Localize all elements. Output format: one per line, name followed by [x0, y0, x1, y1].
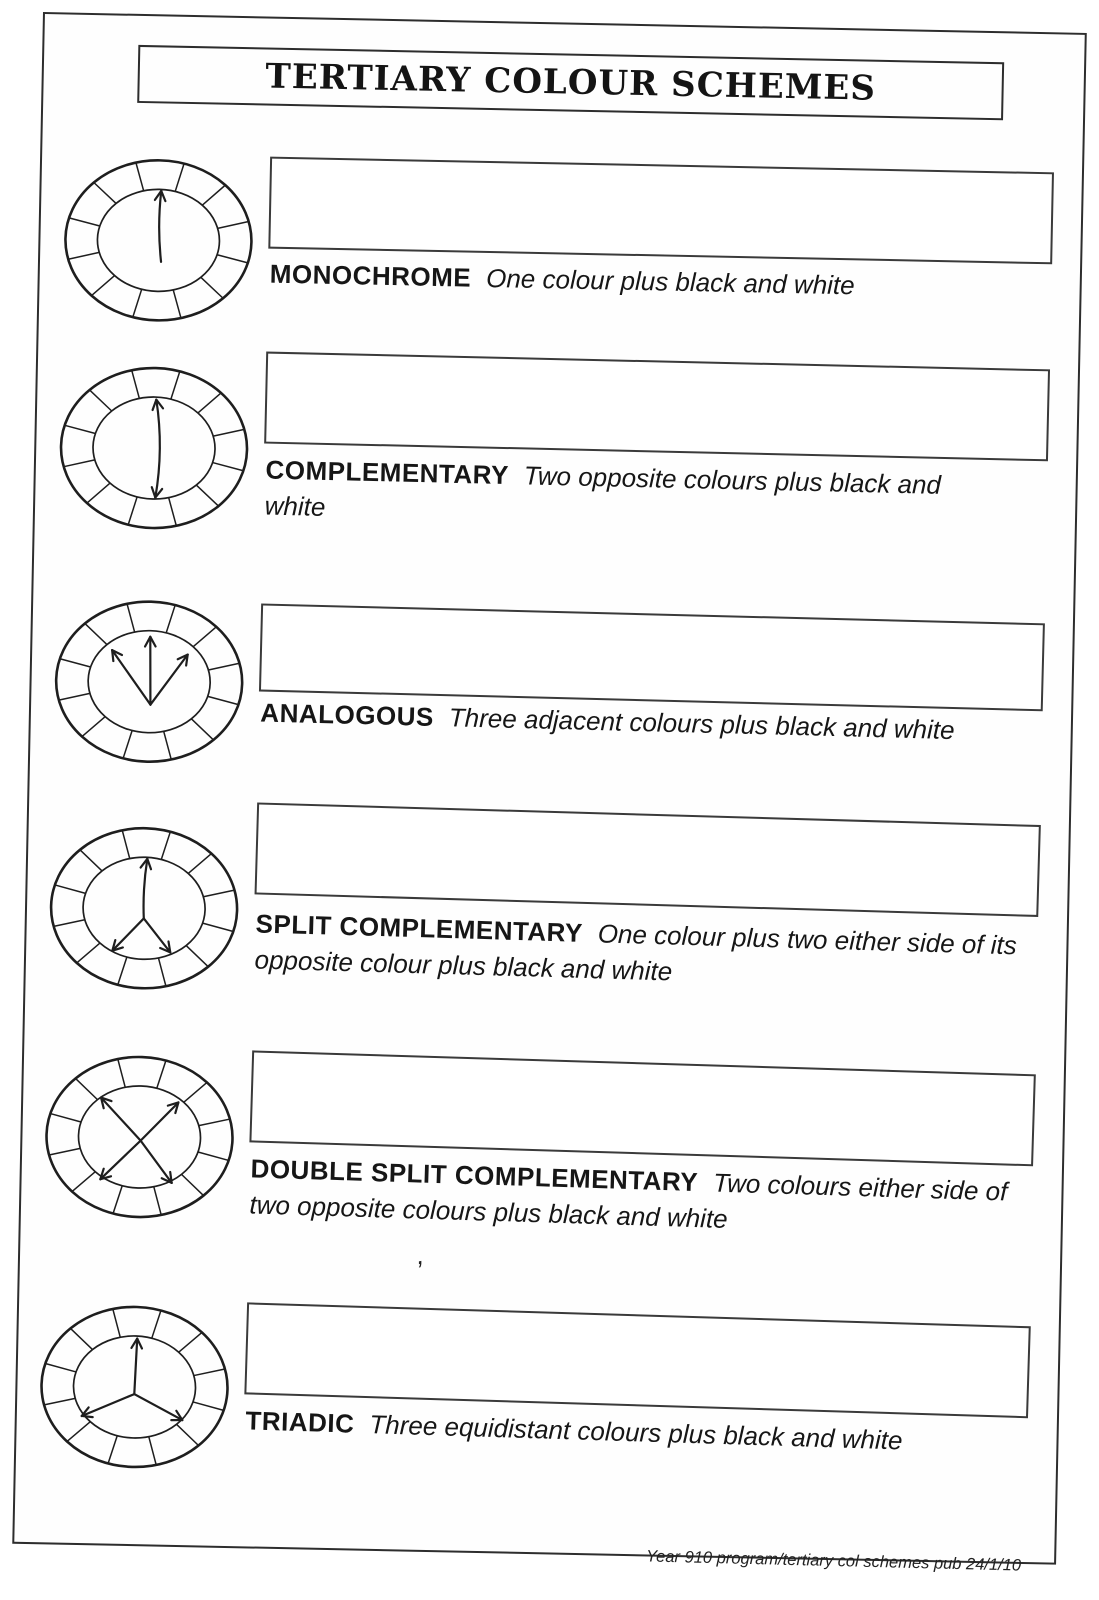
page-title: TERTIARY COLOUR SCHEMES [265, 56, 877, 109]
colour-wheel-diagram-complementary [56, 363, 252, 533]
scheme-name: DOUBLE SPLIT COMPLEMENTARY [250, 1153, 699, 1198]
scheme-name: COMPLEMENTARY [265, 454, 510, 491]
answer-box-analogous [259, 603, 1045, 711]
scheme-label [249, 1151, 1013, 1246]
colour-wheel-diagram-triadic [36, 1301, 233, 1473]
scheme-description: Two opposite colours plus black and white [264, 460, 942, 522]
scheme-description: Two colours either side of two opposite colours plus black and white [249, 1167, 1008, 1234]
footer-filename: Year 910 program/tertiary col schemes pub 24/1/10 [645, 1547, 1022, 1575]
scheme-name: SPLIT COMPLEMENTARY [255, 908, 584, 948]
scheme-name: TRIADIC [245, 1405, 355, 1439]
scheme-section-double-split-complementary [17, 1043, 1054, 1324]
scheme-label [264, 453, 981, 541]
colour-wheel-diagram-analogous [51, 596, 247, 767]
stray-scan-mark: , [413, 1239, 427, 1271]
scheme-description: One colour plus two either side of its opposite colour plus black and white [254, 918, 1018, 987]
title-box [137, 45, 1004, 120]
scheme-label [269, 257, 1050, 309]
worksheet-page-border [12, 12, 1087, 1565]
scheme-description: Three adjacent colours plus black and white [448, 702, 955, 746]
scheme-section-split-complementary [22, 796, 1059, 1076]
scheme-section-complementary [33, 346, 1068, 619]
scheme-description: Three equidistant colours plus black and white [368, 1409, 903, 1456]
scheme-section-triadic [12, 1295, 1049, 1576]
scheme-description: One colour plus black and white [485, 262, 855, 301]
scheme-name: MONOCHROME [269, 258, 472, 293]
colour-wheel-diagram-double-split-complementary [41, 1051, 238, 1223]
scheme-name: ANALOGOUS [260, 697, 435, 732]
scheme-label [254, 906, 1024, 1000]
colour-wheel-diagram-split-complementary [46, 823, 243, 994]
colour-wheel-diagram-monochrome [61, 155, 256, 325]
answer-box-complementary [264, 352, 1050, 462]
answer-box-monochrome [268, 157, 1054, 265]
